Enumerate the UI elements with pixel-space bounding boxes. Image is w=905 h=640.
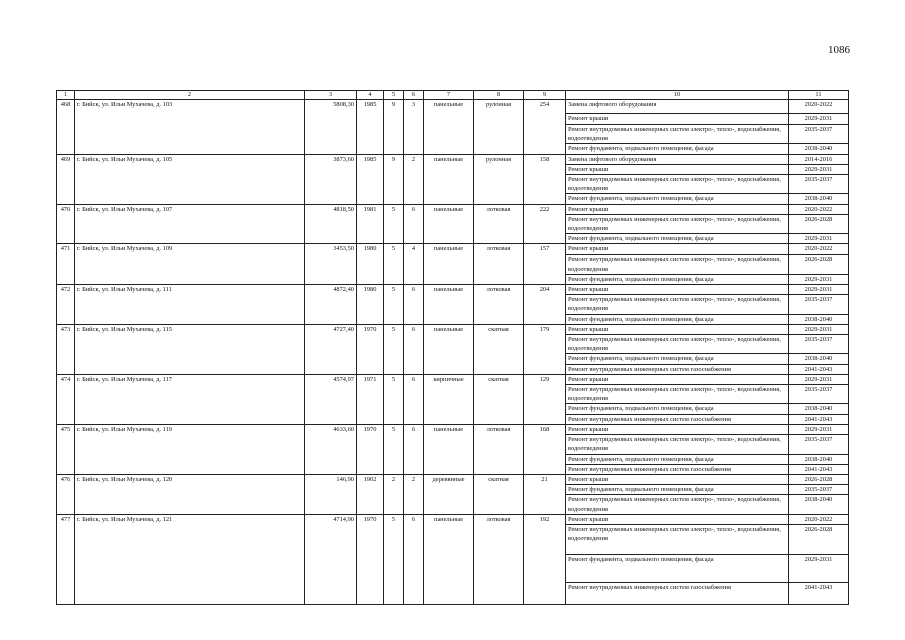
record-number: 471 [57,244,75,285]
record-address: г. Бийск, ул. Ильи Мухачева, д. 109 [75,244,305,285]
work-name: Ремонт крыши [566,285,789,295]
record-walls: панельные [424,324,474,374]
record-area: 3873,60 [305,154,357,204]
record-entrances: 6 [404,204,424,244]
record-entrances: 3 [404,100,424,155]
record-floors: 5 [384,204,404,244]
record-area: 146,90 [305,474,357,514]
record-residents: 158 [524,154,566,204]
record-number: 468 [57,100,75,155]
record-roof: рулонная [474,154,524,204]
work-name: Ремонт внутридомовых инженерных систем электро-, тепло-, водоснабжения, водоотведения [566,125,789,144]
record-year: 1981 [357,204,384,244]
work-name: Ремонт фундамента, подвального помещения, фасада [566,554,789,582]
work-period: 2041-2043 [789,364,849,374]
record-entrances: 6 [404,374,424,424]
work-name: Ремонт фундамента, подвального помещения, фасада [566,404,789,414]
record-area: 4727,40 [305,324,357,374]
record-walls: панельные [424,204,474,244]
record-roof: лотковая [474,204,524,244]
work-period: 2029-2031 [789,554,849,582]
record-residents: 254 [524,100,566,155]
header-col-8: 8 [474,91,524,100]
work-period: 2041-2043 [789,414,849,424]
work-period: 2041-2043 [789,582,849,604]
header-col-5: 5 [384,91,404,100]
record-floors: 2 [384,474,404,514]
work-period: 2029-2031 [789,234,849,244]
record-area: 4574,97 [305,374,357,424]
work-name: Ремонт фундамента, подвального помещения, фасада [566,354,789,364]
work-period: 2035-2037 [789,335,849,354]
record-year: 1970 [357,514,384,604]
record-roof: скатная [474,374,524,424]
record-floors: 5 [384,514,404,604]
record-roof: лотковая [474,244,524,285]
record-roof: лотковая [474,285,524,325]
work-name: Ремонт крыши [566,324,789,334]
record-walls: панельные [424,100,474,155]
record-area: 4633,60 [305,424,357,474]
table-row [57,474,849,484]
work-period: 2029-2031 [789,164,849,174]
record-address: г. Бийск, ул. Ильи Мухачева, д. 119 [75,424,305,474]
work-period: 2038-2040 [789,354,849,364]
record-residents: 179 [524,324,566,374]
header-row [57,91,849,100]
record-floors: 5 [384,374,404,424]
record-entrances: 2 [404,474,424,514]
header-col-3: 3 [305,91,357,100]
record-entrances: 6 [404,285,424,325]
table-row [57,285,849,295]
work-period: 2035-2037 [789,295,849,314]
work-name: Ремонт внутридомовых инженерных систем электро-, тепло-, водоснабжения, водоотведения [566,295,789,314]
work-period: 2038-2040 [789,404,849,414]
record-area: 4818,50 [305,204,357,244]
record-walls: панельные [424,285,474,325]
header-col-9: 9 [524,91,566,100]
table-body [57,100,849,605]
work-name: Ремонт внутридомовых инженерных систем электро-, тепло-, водоснабжения, водоотведения [566,214,789,233]
header-col-4: 4 [357,91,384,100]
record-address: г. Бийск, ул. Ильи Мухачева, д. 117 [75,374,305,424]
record-year: 1985 [357,100,384,155]
record-residents: 168 [524,424,566,474]
work-period: 2038-2040 [789,454,849,464]
record-year: 1971 [357,374,384,424]
header-col-2: 2 [75,91,305,100]
header-col-1: 1 [57,91,75,100]
record-year: 1980 [357,285,384,325]
work-period: 2020-2022 [789,100,849,114]
work-name: Ремонт крыши [566,204,789,214]
record-walls: кирпичные [424,374,474,424]
work-name: Ремонт крыши [566,244,789,255]
work-period: 2038-2040 [789,144,849,154]
work-name: Ремонт внутридомовых инженерных систем электро-, тепло-, водоснабжения, водоотведения [566,335,789,354]
record-walls: панельные [424,424,474,474]
record-address: г. Бийск, ул. Ильи Мухачева, д. 121 [75,514,305,604]
record-number: 474 [57,374,75,424]
work-name: Ремонт внутридомовых инженерных систем электро-, тепло-, водоснабжения, водоотведения [566,385,789,404]
work-period: 2014-2016 [789,154,849,164]
work-name: Замена лифтового оборудования [566,100,789,114]
work-period: 2038-2040 [789,194,849,204]
record-area: 4872,40 [305,285,357,325]
work-name: Ремонт фундамента, подвального помещения, фасада [566,234,789,244]
record-roof: лотковая [474,514,524,604]
record-number: 477 [57,514,75,604]
record-year: 1970 [357,324,384,374]
record-floors: 5 [384,244,404,285]
work-period: 2020-2022 [789,244,849,255]
record-walls: деревянные [424,474,474,514]
work-name: Ремонт крыши [566,514,789,524]
record-floors: 9 [384,154,404,204]
work-period: 2038-2040 [789,314,849,324]
work-name: Ремонт внутридомовых инженерных систем электро-, тепло-, водоснабжения, водоотведения [566,435,789,454]
work-name: Ремонт крыши [566,374,789,384]
table-header [57,91,849,100]
table-row [57,204,849,214]
record-number: 470 [57,204,75,244]
work-period: 2026-2028 [789,474,849,484]
work-period: 2035-2037 [789,175,849,194]
work-period: 2020-2022 [789,204,849,214]
work-name: Ремонт фундамента, подвального помещения, фасада [566,485,789,495]
record-number: 469 [57,154,75,204]
record-residents: 129 [524,374,566,424]
record-area: 3453,50 [305,244,357,285]
work-period: 2026-2028 [789,255,849,274]
record-address: г. Бийск, ул. Ильи Мухачева, д. 120 [75,474,305,514]
work-name: Ремонт внутридомовых инженерных систем электро-, тепло-, водоснабжения, водоотведения [566,524,789,554]
record-walls: панельные [424,514,474,604]
record-roof: скатная [474,324,524,374]
record-roof: рулонная [474,100,524,155]
record-floors: 5 [384,285,404,325]
record-year: 1970 [357,424,384,474]
header-col-10: 10 [566,91,789,100]
record-roof: скатная [474,474,524,514]
work-period: 2029-2031 [789,114,849,125]
work-period: 2041-2043 [789,464,849,474]
work-period: 2029-2031 [789,424,849,434]
header-col-7: 7 [424,91,474,100]
work-name: Ремонт внутридомовых инженерных систем электро-, тепло-, водоснабжения, водоотведения [566,175,789,194]
capital-repair-table [56,90,849,605]
record-floors: 9 [384,100,404,155]
record-entrances: 6 [404,424,424,474]
work-name: Ремонт крыши [566,424,789,434]
table-row [57,374,849,384]
work-period: 2035-2037 [789,435,849,454]
record-address: г. Бийск, ул. Ильи Мухачева, д. 115 [75,324,305,374]
work-period: 2020-2022 [789,514,849,524]
work-name: Ремонт внутридомовых инженерных систем газоснабжения [566,414,789,424]
record-number: 473 [57,324,75,374]
work-period: 2029-2031 [789,374,849,384]
record-year: 1902 [357,474,384,514]
work-name: Ремонт крыши [566,474,789,484]
work-period: 2026-2028 [789,214,849,233]
work-period: 2029-2031 [789,274,849,284]
work-name: Ремонт внутридомовых инженерных систем электро-, тепло-, водоснабжения, водоотведения [566,255,789,274]
record-address: г. Бийск, ул. Ильи Мухачева, д. 103 [75,100,305,155]
record-number: 476 [57,474,75,514]
work-period: 2029-2031 [789,285,849,295]
record-floors: 5 [384,424,404,474]
work-period: 2035-2037 [789,385,849,404]
table-row [57,100,849,114]
record-roof: лотковая [474,424,524,474]
record-residents: 192 [524,514,566,604]
record-entrances: 6 [404,514,424,604]
record-area: 5808,30 [305,100,357,155]
record-area: 4714,90 [305,514,357,604]
record-entrances: 2 [404,154,424,204]
table-row [57,324,849,334]
table-row [57,154,849,164]
work-name: Ремонт фундамента, подвального помещения, фасада [566,454,789,464]
record-number: 472 [57,285,75,325]
work-name: Ремонт фундамента, подвального помещения, фасада [566,144,789,154]
table-row [57,514,849,524]
work-name: Ремонт крыши [566,114,789,125]
record-residents: 222 [524,204,566,244]
record-address: г. Бийск, ул. Ильи Мухачева, д. 105 [75,154,305,204]
work-name: Замена лифтового оборудования [566,154,789,164]
record-address: г. Бийск, ул. Ильи Мухачева, д. 111 [75,285,305,325]
work-name: Ремонт внутридомовых инженерных систем газоснабжения [566,364,789,374]
work-name: Ремонт внутридомовых инженерных систем газоснабжения [566,464,789,474]
table-row [57,244,849,255]
work-period: 2038-2040 [789,495,849,514]
record-residents: 21 [524,474,566,514]
work-name: Ремонт фундамента, подвального помещения, фасада [566,194,789,204]
record-address: г. Бийск, ул. Ильи Мухачева, д. 107 [75,204,305,244]
record-year: 1985 [357,154,384,204]
record-entrances: 6 [404,324,424,374]
record-number: 475 [57,424,75,474]
record-year: 1980 [357,244,384,285]
record-residents: 204 [524,285,566,325]
page-number: 1086 [828,44,850,56]
record-residents: 157 [524,244,566,285]
record-floors: 5 [384,324,404,374]
work-name: Ремонт фундамента, подвального помещения, фасада [566,274,789,284]
work-period: 2035-2037 [789,125,849,144]
table-row [57,424,849,434]
work-period: 2035-2037 [789,485,849,495]
header-col-6: 6 [404,91,424,100]
work-period: 2029-2031 [789,324,849,334]
work-name: Ремонт фундамента, подвального помещения, фасада [566,314,789,324]
record-entrances: 4 [404,244,424,285]
work-name: Ремонт внутридомовых инженерных систем газоснабжения [566,582,789,604]
header-col-11: 11 [789,91,849,100]
work-period: 2026-2028 [789,524,849,554]
record-walls: панельные [424,154,474,204]
work-name: Ремонт крыши [566,164,789,174]
record-walls: панельные [424,244,474,285]
work-name: Ремонт внутридомовых инженерных систем электро-, тепло-, водоснабжения, водоотведения [566,495,789,514]
